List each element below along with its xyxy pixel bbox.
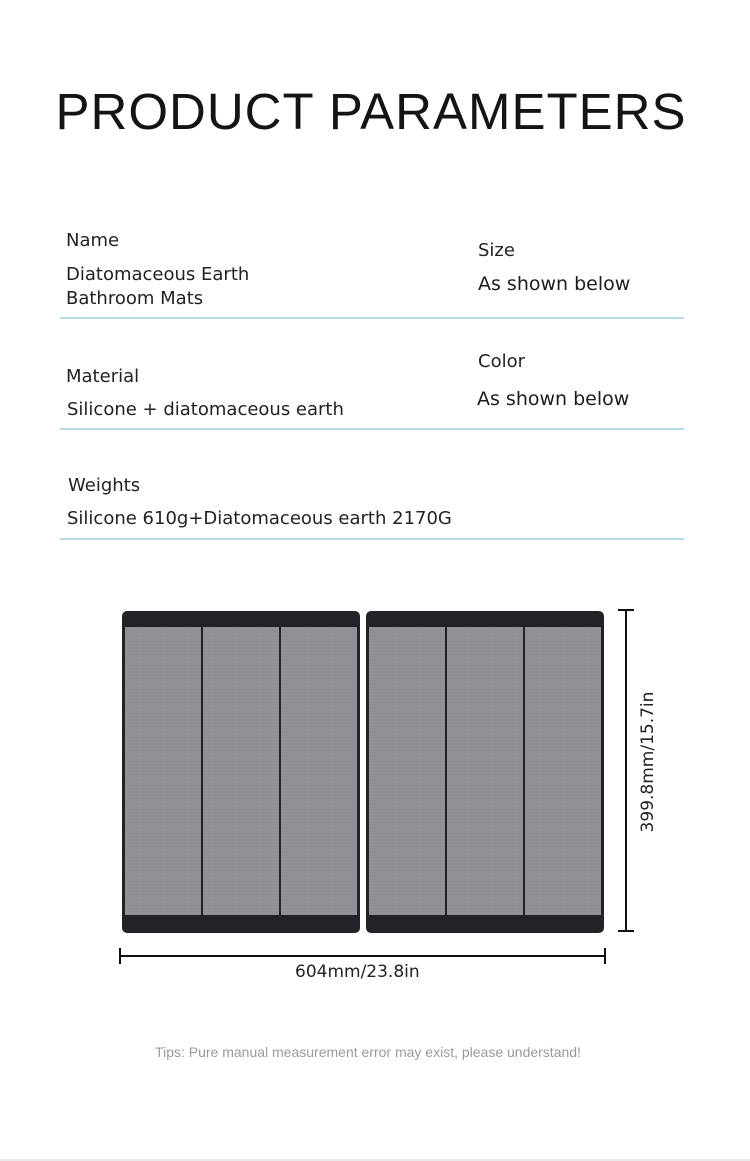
page-title: PRODUCT PARAMETERS xyxy=(55,83,687,140)
name-label: Name xyxy=(66,230,120,251)
tips-text: Tips: Pure manual measurement error may exist, please understand! xyxy=(155,1044,581,1060)
height-label: 399.8mm/15.7in xyxy=(638,691,658,833)
mat-panel xyxy=(281,627,357,915)
mat-panel xyxy=(525,627,601,915)
weights-label: Weights xyxy=(68,475,141,496)
size-value: As shown below xyxy=(478,273,631,295)
size-label: Size xyxy=(478,240,515,261)
mat-panel xyxy=(203,627,279,915)
width-line xyxy=(120,955,606,957)
mat-panel xyxy=(369,627,445,915)
height-cap-top xyxy=(618,609,634,611)
divider-2 xyxy=(60,428,684,430)
name-value-line1: Diatomaceous Earth xyxy=(66,264,250,285)
divider-1 xyxy=(60,317,684,319)
width-cap-right xyxy=(604,948,606,964)
height-line xyxy=(625,610,627,932)
mat-right-half xyxy=(366,611,604,933)
mat-left-half xyxy=(122,611,360,933)
width-label: 604mm/23.8in xyxy=(295,962,420,982)
material-value: Silicone + diatomaceous earth xyxy=(67,399,344,420)
color-label: Color xyxy=(478,351,525,372)
weights-value: Silicone 610g+Diatomaceous earth 2170G xyxy=(67,508,452,529)
mat-panel xyxy=(125,627,201,915)
color-value: As shown below xyxy=(477,388,630,410)
divider-3 xyxy=(60,538,684,540)
width-cap-left xyxy=(119,948,121,964)
height-cap-bottom xyxy=(618,930,634,932)
name-value-line2: Bathroom Mats xyxy=(66,288,204,309)
material-label: Material xyxy=(66,366,140,387)
mat-panel xyxy=(447,627,523,915)
